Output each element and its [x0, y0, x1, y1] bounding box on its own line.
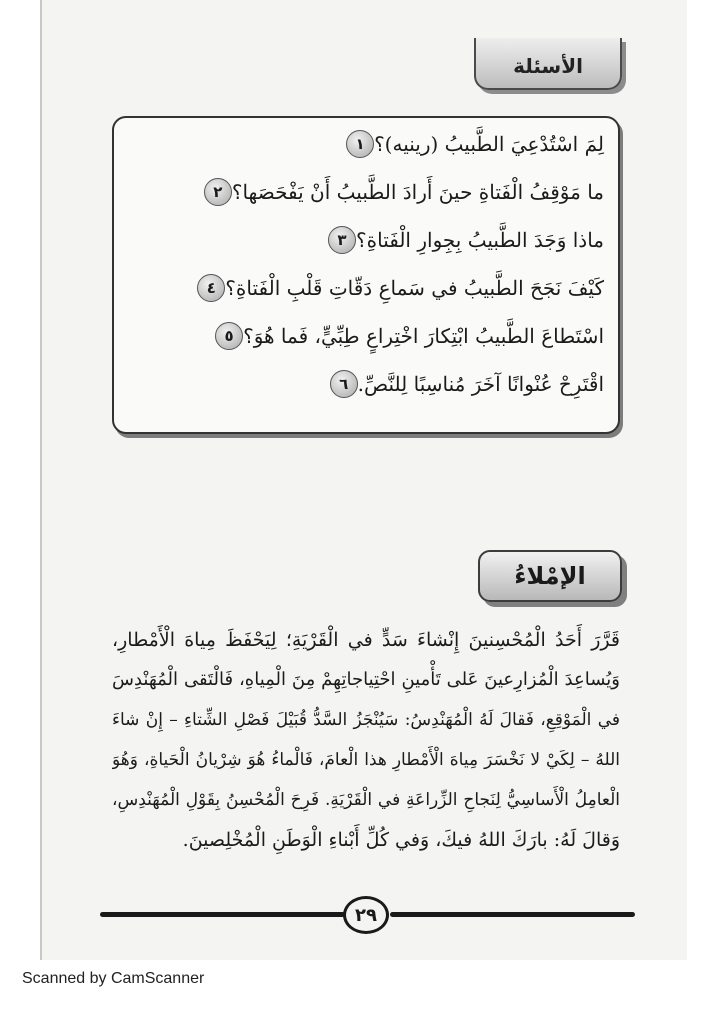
question-item	[205, 316, 604, 356]
paragraph-line: في الْمَوْقِعِ، فَقالَ لَهُ الْمُهَنْدِسُ: سَيُنْجَزُ السَّدُّ قُبَيْلَ فَصْلِ الشِّتاءِ – إِنْ شاءَ	[112, 710, 620, 730]
question-number: ١	[346, 130, 374, 158]
question-number: ٣	[328, 226, 356, 254]
paragraph-line: وَقالَ لَهُ: بارَكَ اللهُ فيكَ، وَفي كُلِّ أَبْناءِ الْوَطَنِ الْمُخْلِصينَ.	[182, 829, 620, 851]
dictation-paragraph	[112, 620, 620, 860]
question-number: ٢	[204, 178, 232, 206]
question-item	[318, 220, 604, 260]
question-text: ما مَوْقِفُ الْفَتاةِ حينَ أَرادَ الطَّبيبُ أَنْ يَفْحَصَها؟	[231, 180, 604, 204]
question-text: لِمَ اسْتُدْعِيَ الطَّبيبُ (رينيه)؟	[374, 132, 604, 156]
imla-header-label: الإمْلاءُ	[514, 562, 586, 590]
question-text: ماذا وَجَدَ الطَّبيبُ بِجِوارِ الْفَتاةِ؟	[356, 228, 604, 252]
paragraph-line: الْعامِلُ الْأَساسِيُّ لِنَجاحِ الزِّراعَةِ في الْقَرْيَةِ. فَرِحَ الْمُحْسِنُ بِقَوْلِ الْمُهَنْدِسِ،	[112, 790, 620, 810]
paragraph-line: قَرَّرَ أَحَدُ الْمُحْسِنينَ إِنْشاءَ سَدٍّ في الْقَرْيَةِ؛ لِيَحْفَظَ مِياهَ الْأَمْطارِ،	[112, 629, 620, 651]
question-number: ٦	[330, 370, 358, 398]
question-item	[320, 364, 604, 404]
question-text: كَيْفَ نَجَحَ الطَّبيبُ في سَماعِ دَقّاتِ قَلْبِ الْفَتاةِ؟	[225, 276, 604, 300]
question-item	[194, 172, 604, 212]
question-item	[336, 124, 604, 164]
questions-box	[112, 116, 620, 434]
question-number: ٤	[197, 274, 225, 302]
scanner-watermark: Scanned by CamScanner	[22, 970, 205, 987]
question-text: اسْتَطاعَ الطَّبيبُ ابْتِكارَ اخْتِراعٍ طِبِّيٍّ، فَما هُوَ؟	[243, 324, 604, 348]
questions-header-label: الأسئلة	[513, 54, 583, 78]
question-text: اقْتَرِحْ عُنْوانًا آخَرَ مُناسِبًا لِلنَّصِّ.	[357, 372, 604, 396]
imla-header-tab	[478, 550, 622, 602]
question-number: ٥	[215, 322, 243, 350]
paragraph-line: اللهُ – لِكَيْ لا نَخْسَرَ مِياهَ الْأَمْطارِ هذا الْعامَ، فَالْماءُ هُوَ شِرْيانُ الْحَياةِ، وَهُوَ	[112, 750, 620, 770]
questions-header-tab	[474, 38, 622, 90]
paragraph-line: وَيُساعِدَ الْمُزارِعينَ عَلى تَأْمينِ احْتِياجاتِهِمْ مِنَ الْمِياهِ، فَالْتَقى الْمُهَنْدِسَ	[112, 669, 620, 690]
footer-rule-left	[100, 912, 345, 917]
question-item	[187, 268, 604, 308]
page-number: ٢٩	[343, 896, 389, 934]
footer-rule-right	[390, 912, 635, 917]
